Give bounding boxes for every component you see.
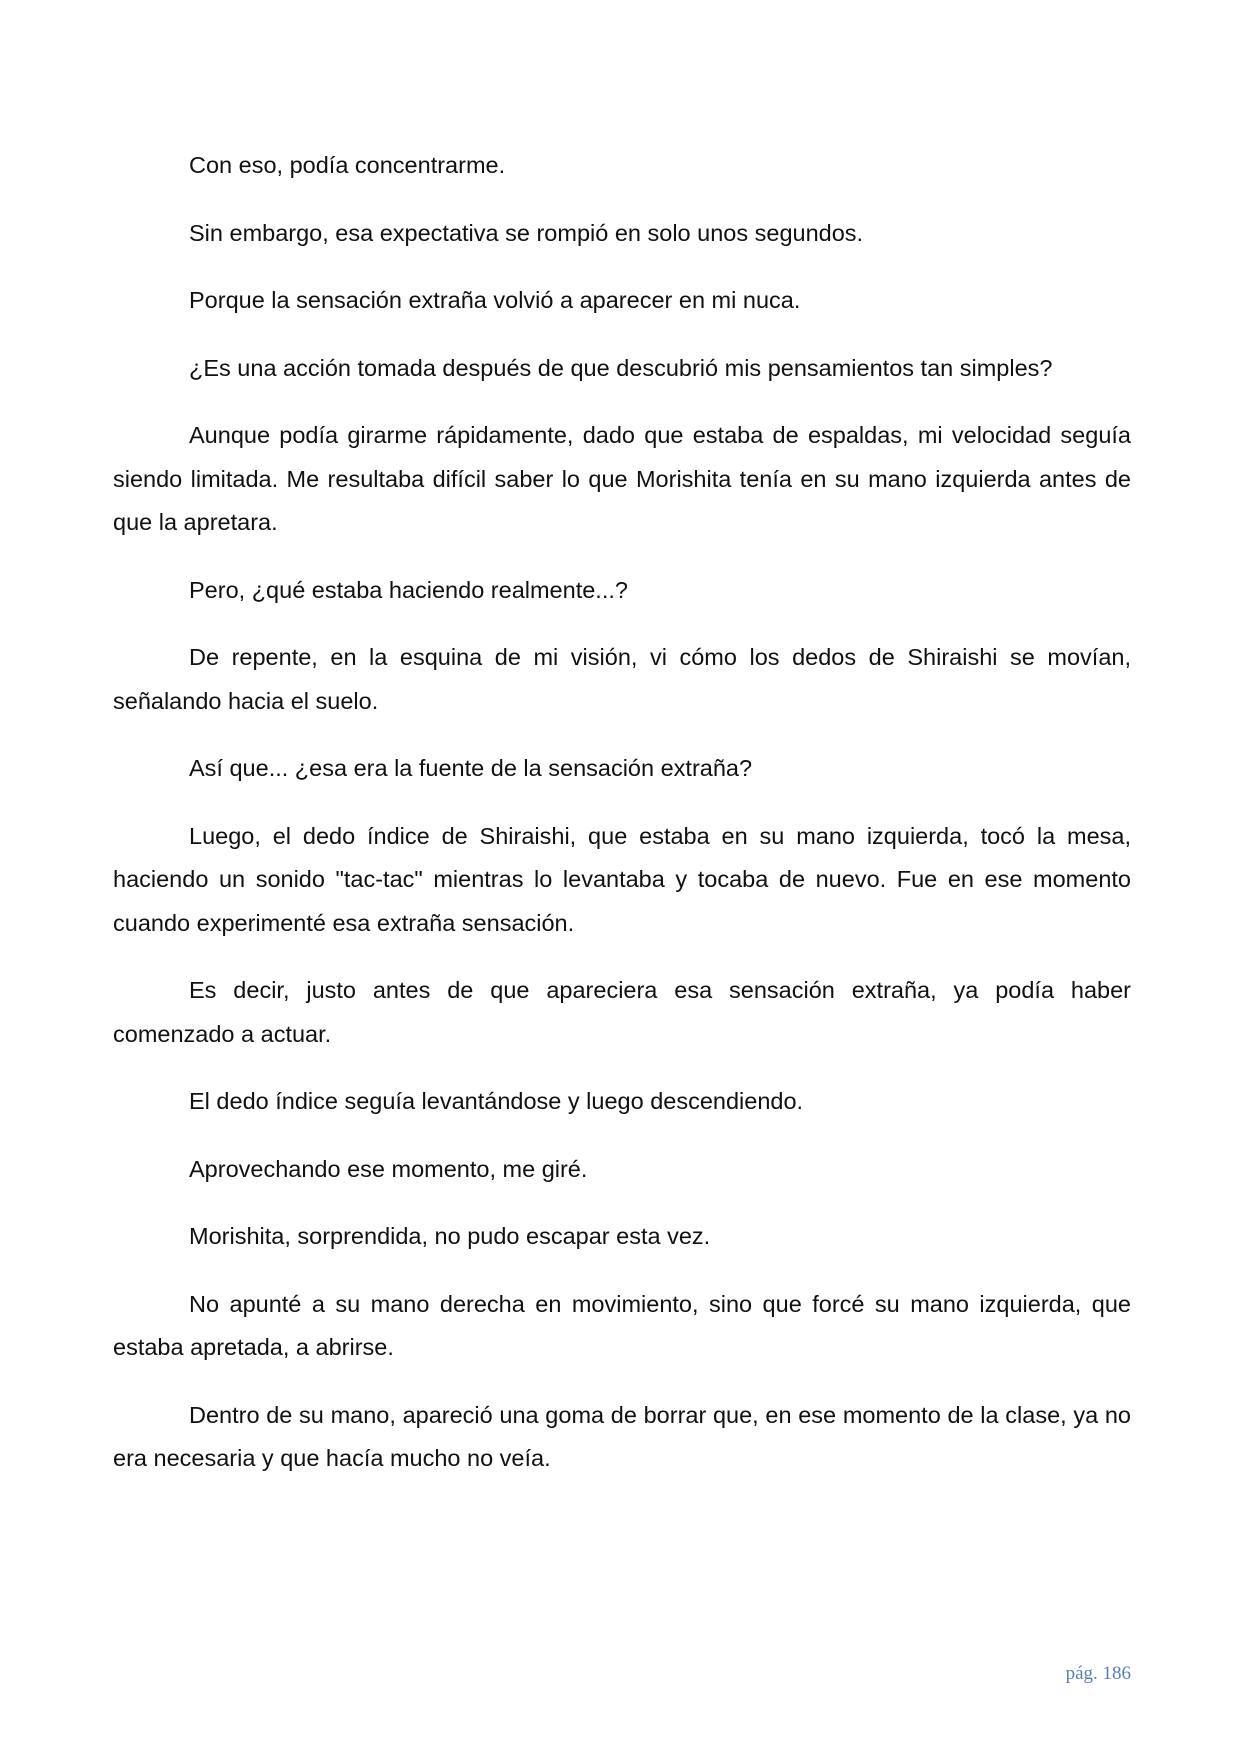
paragraph-10: Es decir, justo antes de que apareciera esa sensación extraña, ya podía haber comenzado a actuar. <box>113 977 1131 1047</box>
paragraph-15: Dentro de su mano, apareció una goma de borrar que, en ese momento de la clase, ya no era necesaria y que hacía mucho no veía. <box>113 1401 1131 1471</box>
paragraph-13: Morishita, sorprendida, no pudo escapar esta vez. <box>189 1223 711 1249</box>
paragraph-1: Con eso, podía concentrarme. <box>189 152 506 178</box>
paragraph-3: Porque la sensación extraña volvió a aparecer en mi nuca. <box>189 287 801 313</box>
paragraph-9: Luego, el dedo índice de Shiraishi, que estaba en su mano izquierda, tocó la mesa, haciendo un sonido "tac-tac" mientras lo levantaba y tocaba de nuevo. Fue en ese momento cuando experimenté esa extraña sensación. <box>113 822 1131 936</box>
body-text <box>113 144 1131 1505</box>
paragraph-14: No apunté a su mano derecha en movimiento, sino que forcé su mano izquierda, que estaba apretada, a abrirse. <box>113 1290 1131 1360</box>
paragraph-2: Sin embargo, esa expectativa se rompió en solo unos segundos. <box>189 219 864 246</box>
page-number: pág. 186 <box>1065 1663 1131 1684</box>
paragraph-12: Aprovechando ese momento, me giré. <box>189 1155 588 1182</box>
paragraph-7: De repente, en la esquina de mi visión, vi cómo los dedos de Shiraishi se movían, señalando hacia el suelo. <box>113 644 1131 714</box>
paragraph-5: Aunque podía girarme rápidamente, dado que estaba de espaldas, mi velocidad seguía siendo limitada. Me resultaba difícil saber lo que Morishita tenía en su mano izquierda antes de que la apretara. <box>113 422 1131 535</box>
paragraph-6: Pero, ¿qué estaba haciendo realmente...? <box>189 576 628 603</box>
paragraph-11: El dedo índice seguía levantándose y luego descendiendo. <box>189 1088 804 1114</box>
paragraph-8: Así que... ¿esa era la fuente de la sensación extraña? <box>189 755 753 781</box>
paragraph-4: ¿Es una acción tomada después de que descubrió mis pensamientos tan simples? <box>189 354 1053 381</box>
